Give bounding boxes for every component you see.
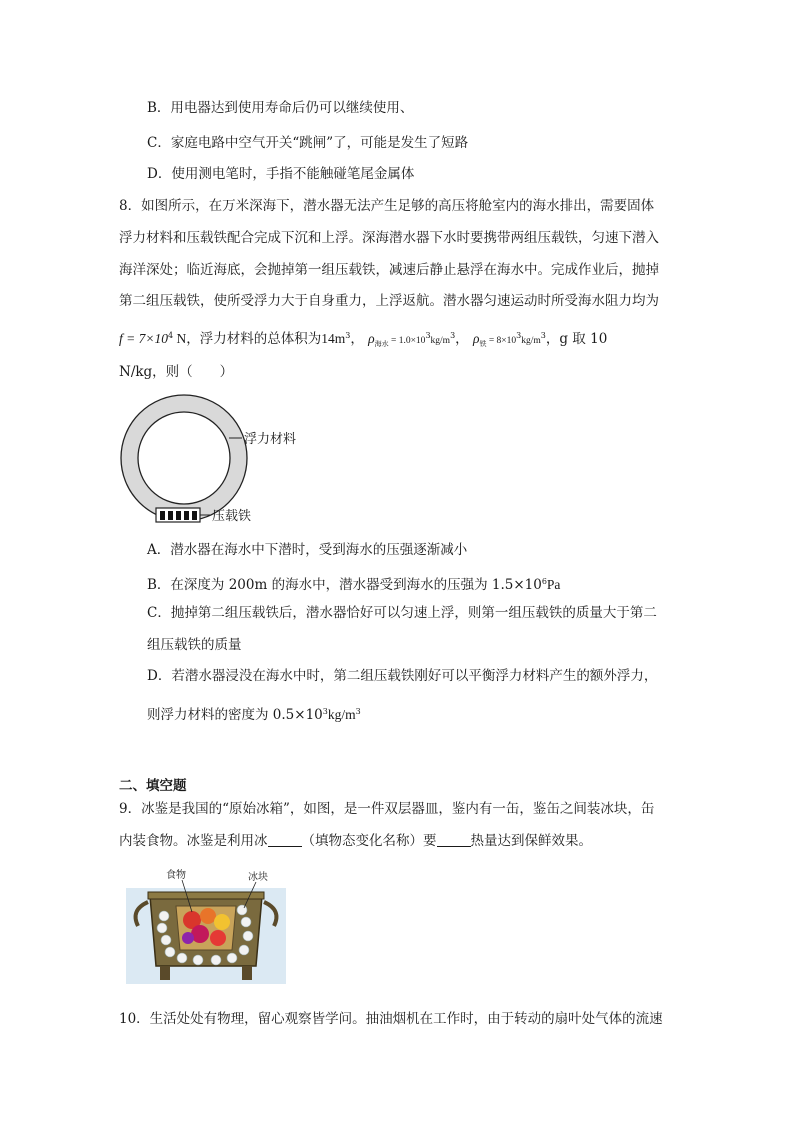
q8-option-b <box>147 573 560 594</box>
fig-label-float: 浮力材料 <box>244 432 297 447</box>
q8-option-c-line2: 组压载铁的质量 <box>147 637 242 653</box>
drag-force-exponent: 4 <box>167 331 174 340</box>
iron-density-symbol: ρ <box>472 331 480 346</box>
q7-option-c: C．家庭电路中空气开关“跳闸”了，可能是发生了短路 <box>147 135 469 151</box>
q8-option-d-unit: kg/m <box>327 707 356 722</box>
q8-option-d-line2 <box>147 703 361 724</box>
iron-density-subscript: 铁 <box>479 340 487 348</box>
q8-stem-line4: 第二组压载铁，使所受浮力大于自身重力，上浮返航。潜水器匀速运动时所受海水阻力均为 <box>119 293 659 309</box>
q8-stem-line5: $f = 7\times 10^4$ N，浮力材料的总体积为$14m^3$， $\rho_{海水} = 1.0\times 10^3kg/m^3$， $\rho_铁 = 8\times 10^3kg/m^3$，g 取 10 <box>119 331 608 348</box>
fig-label-ice: 冰块 <box>248 872 268 883</box>
q9-text-part1: 内装食物。冰鉴是利用冰 <box>119 833 268 849</box>
q8-option-d-unit-exponent: 3 <box>355 707 361 716</box>
submersible-figure <box>118 392 338 528</box>
q8-option-c-line1: C．抛掉第二组压载铁后，潜水器恰好可以匀速上浮，则第一组压载铁的质量大于第二 <box>147 605 657 621</box>
fig-label-iron: 压载铁 <box>212 509 252 524</box>
q7-option-d: D．使用测电笔时，手指不能触碰笔尾金属体 <box>147 166 415 182</box>
q9-stem-line2 <box>119 832 592 850</box>
q9-stem-line1: 9．冰鉴是我国的“原始冰箱”，如图，是一件双层器皿，鉴内有一缶，鉴缶之间装冰块，缶 <box>119 801 655 817</box>
sea-density-symbol: ρ <box>368 331 375 346</box>
q8-stem-line6: N/kg，则（ ） <box>119 364 234 380</box>
q8-stem-line1: 8．如图所示，在万米深海下，潜水器无法产生足够的高压将舱室内的海水排出，需要固体 <box>119 198 655 214</box>
cabin-circle <box>138 412 230 504</box>
q8-option-d-exponent: 3 <box>322 707 328 716</box>
section-heading-fill-in: 二、填空题 <box>119 778 187 794</box>
iron-density-exponent: 3 <box>516 331 522 340</box>
fig-label-food: 食物 <box>166 870 186 881</box>
q8-option-b-exponent: 6 <box>541 577 547 586</box>
iron-density-unit: kg/m <box>521 336 541 346</box>
q8-stem-line2: 浮力材料和压载铁配合完成下沉和上浮。深海潜水器下水时要携带两组压载铁，匀速下潜入 <box>119 230 659 246</box>
q8-option-a: A．潜水器在海水中下潜时，受到海水的压强逐渐减小 <box>147 542 468 558</box>
iron-density-unit-exponent: 3 <box>540 331 546 340</box>
q9-blank-1 <box>268 832 302 847</box>
volume-exponent: 3 <box>345 331 351 340</box>
sea-density-subscript: 海水 <box>374 340 389 348</box>
q9-text-part2: （填物态变化名称）要 <box>301 833 437 849</box>
q7-option-b: B．用电器达到使用寿命后仍可以继续使用、 <box>147 100 414 116</box>
q9-text-part3: 热量达到保鲜效果。 <box>470 833 592 849</box>
sea-density-value: = 1.0×10 <box>388 336 426 346</box>
q8-option-d-text: 则浮力材料的密度为 0.5×10 <box>147 707 323 723</box>
ballast-iron-block <box>156 508 200 522</box>
sea-density-unit: kg/m <box>430 336 451 346</box>
volume-value: 14m <box>321 331 346 346</box>
q10-stem-line1: 10．生活处处有物理，留心观察皆学问。抽油烟机在工作时，由于转动的扇叶处气体的流速 <box>119 1011 663 1027</box>
ice-chest-figure <box>126 866 286 984</box>
q8-option-d-line1: D．若潜水器浸没在海水中时，第二组压载铁刚好可以平衡浮力材料产生的额外浮力， <box>147 668 658 684</box>
q8-option-b-text: B．在深度为 200m 的海水中，潜水器受到海水的压强为 1.5×10 <box>147 577 542 593</box>
q8-stem-line3: 海洋深处；临近海底，会抛掉第一组压载铁，减速后静止悬浮在海水中。完成作业后，抛掉 <box>119 262 659 278</box>
sea-density-unit-exponent: 3 <box>450 331 456 340</box>
drag-force-expr: f = 7×10 <box>119 331 168 346</box>
gravity-text: ，g 取 10 <box>545 331 608 347</box>
q8-option-b-unit: Pa <box>546 577 561 592</box>
drag-force-unit: N <box>173 331 187 346</box>
iron-density-value: = 8×10 <box>486 336 517 346</box>
q9-blank-2 <box>437 832 471 847</box>
sea-density-exponent: 3 <box>425 331 431 340</box>
volume-text: ，浮力材料的总体积为 <box>186 331 322 347</box>
